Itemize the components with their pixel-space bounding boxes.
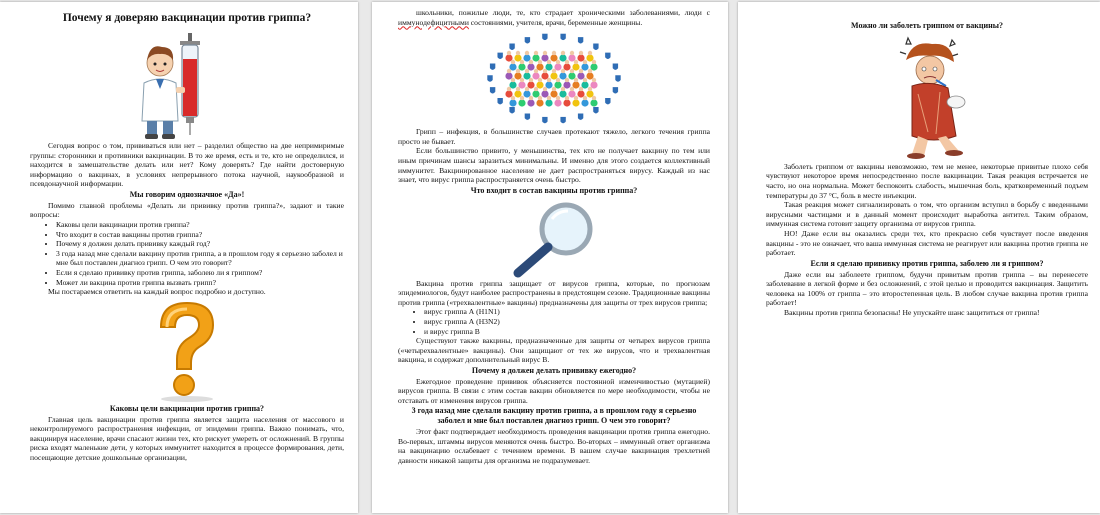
reaction-paragraph: Такая реакция может сигнализировать о том, что организм вступил в борьбу с введенными вирусными частицами и в данный момент происходит выработка антител. Таким образом, иммунная система готовит защиту организма от вирусов гриппа. <box>766 200 1088 229</box>
quadrivalent-paragraph: Существуют также вакцины, предназначенные для защиты от четырех вирусов гриппа («четырехвалентные» вакцины). Они защищают от тех же вирусов, что и трехвалентная вакцина, и содержат дополнительный вирус В. <box>398 336 710 365</box>
magnifying-glass-illustration <box>504 197 604 279</box>
closing-paragraph: Вакцины против гриппа безопасны! Не упускайте шанс защититься от гриппа! <box>784 307 1040 317</box>
list-item: • и вирус гриппа В <box>424 327 710 337</box>
herd-immunity-paragraph: Если большинство привито, у меньшинства, тех кто не получает вакцину по тем или иным причинам шансы заразиться минимальны. И именно для этого создается коллективный иммунитет. Вакцинированное население не дает распространяться вирусу. Каждый из нас знает, что вирус гриппа распространяется очень быстро. <box>398 146 710 185</box>
document-page-2 <box>372 2 728 513</box>
cannot-get-sick-paragraph: Заболеть гриппом от вакцины невозможно, тем не менее, некоторые привитые плохо себя чувствуют некоторое время непосредственно после вакцинации. Такая реакция встречается не часто, но она нормальна. Может беспокоить слабость, мышечная боль, кратковременный подъем температуры до 37 °С, боль в месте инъекции. <box>766 161 1088 200</box>
section-heading-yes: Мы говорим однозначное «Да»! <box>129 189 245 199</box>
questions-intro: Помимо главной проблемы «Делать ли прививку против гриппа?», задают и такие вопросы: <box>30 200 344 220</box>
list-item: • вирус гриппа А (H1N1) <box>424 307 710 317</box>
list-item: • Почему я должен делать прививку каждый год? <box>56 239 344 249</box>
composition-paragraph: Вакцина против гриппа защищает от вирусов гриппа, которые, по прогнозам эпидемиологов, будут наиболее распространены в предстоящем сезоне. Традиционные вакцины против гриппа («трехвалентные» вакцины) предназначены для защиты от трех вирусов гриппа; <box>398 278 710 307</box>
section-heading-from-vaccine: Можно ли заболеть гриппом от вакцины? <box>851 21 1003 30</box>
question-mark-illustration <box>147 297 227 403</box>
flu-paragraph: Грипп – инфекция, в большинстве случаев протекают тяжело, легкого течения гриппа просто не бывает. <box>398 127 710 146</box>
intro-paragraph: Сегодня вопрос о том, прививаться или нет – разделил общество на две непримиримые группы: сторонники и противники вакцинации. В то же время, есть и те, кто не определился, и находится в замешательстве делать или нет? Кому доверять? Где найти достоверную информацию о вакцинах, в условиях непрерывного потока научной, наукообразной и псевдонаучной информации. <box>30 141 344 189</box>
section-heading-composition: Что входит в состав вакцины против гриппа? <box>470 185 638 195</box>
document-page-1 <box>0 2 358 513</box>
goals-paragraph: Главная цель вакцинации против гриппа является защита населения от массового и неконтролируемого распространения инфекции, от эпидемии гриппа. Важно понимать, что, вакцинируя население, врачи спасают жизни тех, кто рискует умереть от осложнений. В группы риска входят маленькие дети, у которых иммунитет находится в процессе формирования, дети, посещающие детские дошкольные организации, <box>30 414 344 462</box>
no-reaction-paragraph: НО! Даже если вы оказались среди тех, кто прекрасно себя чувствует после введения вакцины - это не означает, что ваша иммунная система не реагирует или вакцина против гриппа не работает. <box>766 228 1088 258</box>
crowd-shield-illustration <box>479 27 629 127</box>
list-item: • Каковы цели вакцинации против гриппа? <box>56 220 344 230</box>
questions-list <box>30 220 344 287</box>
strains-list <box>398 307 710 336</box>
yearly-paragraph: Ежегодное проведение прививок объясняется постоянной изменчивостью (мутацией) вирусов гриппа. В связи с этим состав вакцин обновляется по мере необходимости, чтобы не отставать от изменения вирусов гриппа. <box>398 376 710 405</box>
list-item: • Может ли вакцина против гриппа вызвать грипп? <box>56 278 344 288</box>
page-title: Почему я доверяю вакцинации против гриппа? <box>62 12 312 24</box>
mild-form-paragraph: Даже если вы заболеете гриппом, будучи привитым против гриппа – вы перенесете заболевание в легкой форме и без осложнений, с этой целью и проводится вакцинация. Защитить человека на 100% от гриппа – это второстепенная цель. В любом случае вакцина против гриппа работает! <box>766 269 1088 308</box>
section-heading-three-years: 3 года назад мне сделали вакцину против гриппа, а в прошлом году я серьезно заболел и мне был поставлен диагноз грипп. О чем это говорит? <box>411 406 697 426</box>
section-heading-will-i-get-sick: Если я сделаю прививку против гриппа, заболею ли я гриппом? <box>810 258 1044 268</box>
section-heading-yearly: Почему я должен делать прививку ежегодно? <box>471 365 637 375</box>
list-item: • Что входит в состав вакцины против гриппа? <box>56 230 344 240</box>
section-heading-goals: Каковы цели вакцинации против гриппа? <box>109 403 265 413</box>
answer-promise: Мы постараемся ответить на каждый вопрос подробно и доступно. <box>48 287 266 297</box>
three-years-paragraph: Этот факт подтверждает необходимость проведения вакцинации против гриппа ежегодно. Во-первых, штаммы вирусов меняются очень быстро. Во-вторых – иммунный ответ организма на вакцинацию ослабевает с течением времени. В вашем случае вакцинация трехлетней давности никакой защиты для организма не подразумевает. <box>398 427 710 465</box>
list-item: • Если я сделаю прививку против гриппа, заболею ли я гриппом? <box>56 268 344 278</box>
continued-paragraph: школьники, пожилые люди, те, кто страдает хроническими заболеваниями, люди с иммунодефицитными состояниями, учителя, врачи, беременные женщины. <box>398 8 710 27</box>
list-item: • 3 года назад мне сделали вакцину против гриппа, а в прошлом году я серьезно заболел и мне был поставлен диагноз грипп. О чем это говорит? <box>56 249 344 268</box>
doctor-syringe-illustration <box>132 29 242 141</box>
sick-woman-illustration <box>872 32 982 162</box>
list-item: • вирус гриппа А (H3N2) <box>424 317 710 327</box>
document-page-3 <box>738 2 1100 513</box>
misspelled-word: иммунодефицитными <box>398 17 469 27</box>
